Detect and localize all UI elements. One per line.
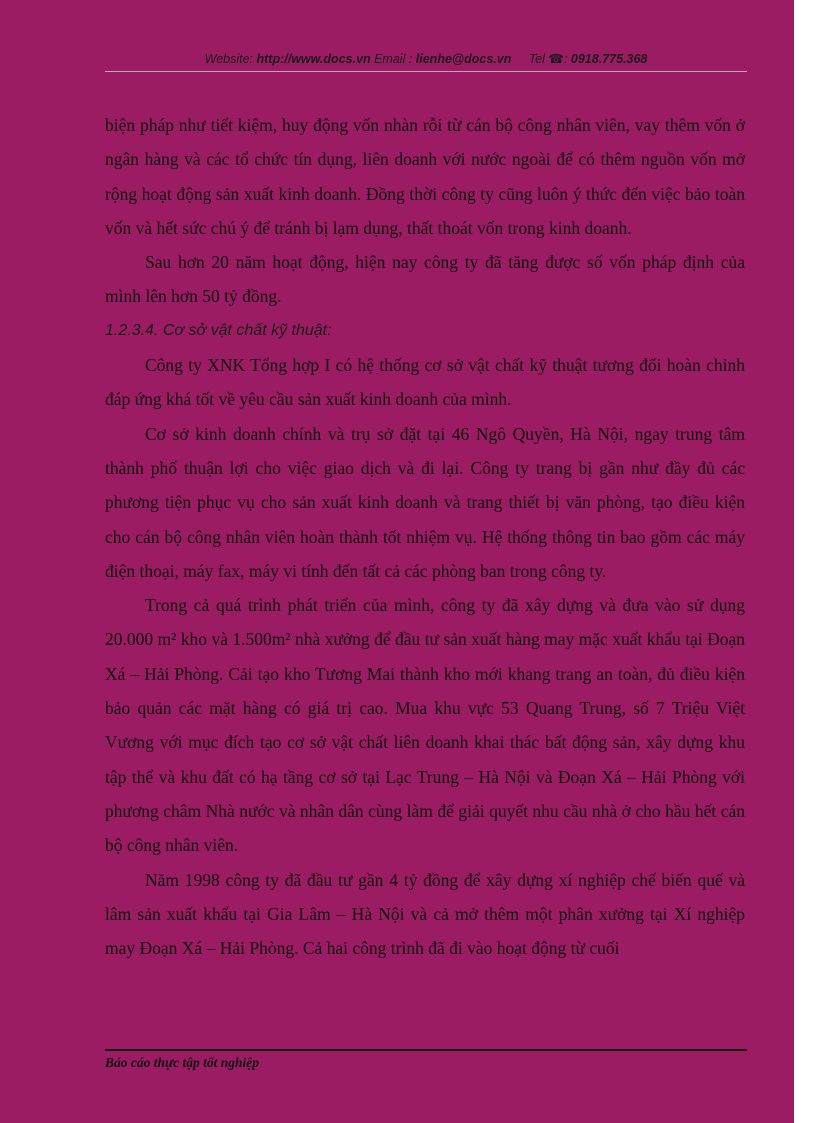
website-label: Website: bbox=[204, 52, 257, 66]
paragraph-4: Cơ sở kinh doanh chính và trụ sở đặt tại 46 Ngô Quyền, Hà Nội, ngay trung tâm thành phố thuận lợi cho việc giao dịch và đi lại. Công ty trang bị gần như đầy đủ các phương tiện phục vụ cho sản xuất kinh doanh và trang thiết bị văn phòng, tạo điều kiện cho cán bộ công nhân viên hoàn thành tốt nhiệm vụ. Hệ thống thông tin bao gồm các máy điện thoại, máy fax, máy vi tính đến tất cả các phòng ban trong công ty. bbox=[105, 423, 745, 581]
page-header bbox=[105, 51, 747, 66]
email-label: Email : bbox=[370, 52, 416, 66]
tel-label: Tel ☎: bbox=[511, 52, 571, 66]
paragraph-1: biện pháp như tiết kiệm, huy động vốn nhàn rỗi từ cán bộ công nhân viên, vay thêm vốn ở ngân hàng và các tổ chức tín dụng, liên doanh với nước ngoài để có thêm nguồn vốn mở rộng hoạt động sản xuất kinh doanh. Đồng thời công ty cũng luôn ý thức đến việc bảo toàn vốn và hết sức chú ý để tránh bị lạm dụng, thất thoát vốn trong kinh doanh. bbox=[105, 115, 745, 238]
header-divider bbox=[105, 71, 747, 72]
footer-divider bbox=[105, 1049, 747, 1051]
paragraph-3: Công ty XNK Tổng hợp I có hệ thống cơ sở vật chất kỹ thuật tương đối hoàn chỉnh đáp ứng khá tốt về yêu cầu sản xuất kinh doanh của mình. bbox=[105, 355, 745, 410]
section-heading: 1.2.3.4. Cơ sở vật chất kỹ thuật: bbox=[105, 321, 332, 339]
page-footer: Báo cáo thực tập tốt nghiệp bbox=[105, 1055, 259, 1070]
email-address[interactable]: lienhe@docs.vn bbox=[415, 52, 512, 66]
paragraph-2: Sau hơn 20 năm hoạt động, hiện nay công ty đã tăng được số vốn pháp định của mình lên hơn 50 tỷ đồng. bbox=[105, 252, 745, 307]
website-url[interactable]: http://www.docs.vn bbox=[256, 52, 371, 66]
paragraph-6: Năm 1998 công ty đã đầu tư gần 4 tỷ đồng để xây dựng xí nghiệp chế biến quế và lâm sản xuất khẩu tại Gia Lâm – Hà Nội và cả mở thêm một phân xưởng tại Xí nghiệp may Đoạn Xá – Hải Phòng. Cả hai công trình đã đi vào hoạt động từ cuối bbox=[105, 869, 745, 959]
paragraph-5: Trong cả quá trình phát triển của mình, công ty đã xây dựng và đưa vào sử dụng 20.000 m² kho và 1.500m² nhà xưởng để đầu tư sản xuất hàng may mặc xuất khẩu tại Đoạn Xá – Hải Phòng. Cải tạo kho Tương Mai thành kho mới khang trang an toàn, đủ điều kiện bảo quản các mặt hàng có giá trị cao. Mua khu vực 53 Quang Trung, số 7 Triệu Việt Vương với mục đích tạo cơ sở vật chất liên doanh khai thác bất động sản, xây dựng khu tập thể và khu đất có hạ tầng cơ sở tại Lạc Trung – Hà Nội và Đoạn Xá – Hải Phòng với phương châm Nhà nước và nhân dân cùng làm để giải quyết nhu cầu nhà ở cho hầu hết cán bộ công nhân viên. bbox=[105, 595, 745, 856]
document-body bbox=[105, 108, 745, 965]
tel-number: 0918.775.368 bbox=[570, 52, 648, 66]
